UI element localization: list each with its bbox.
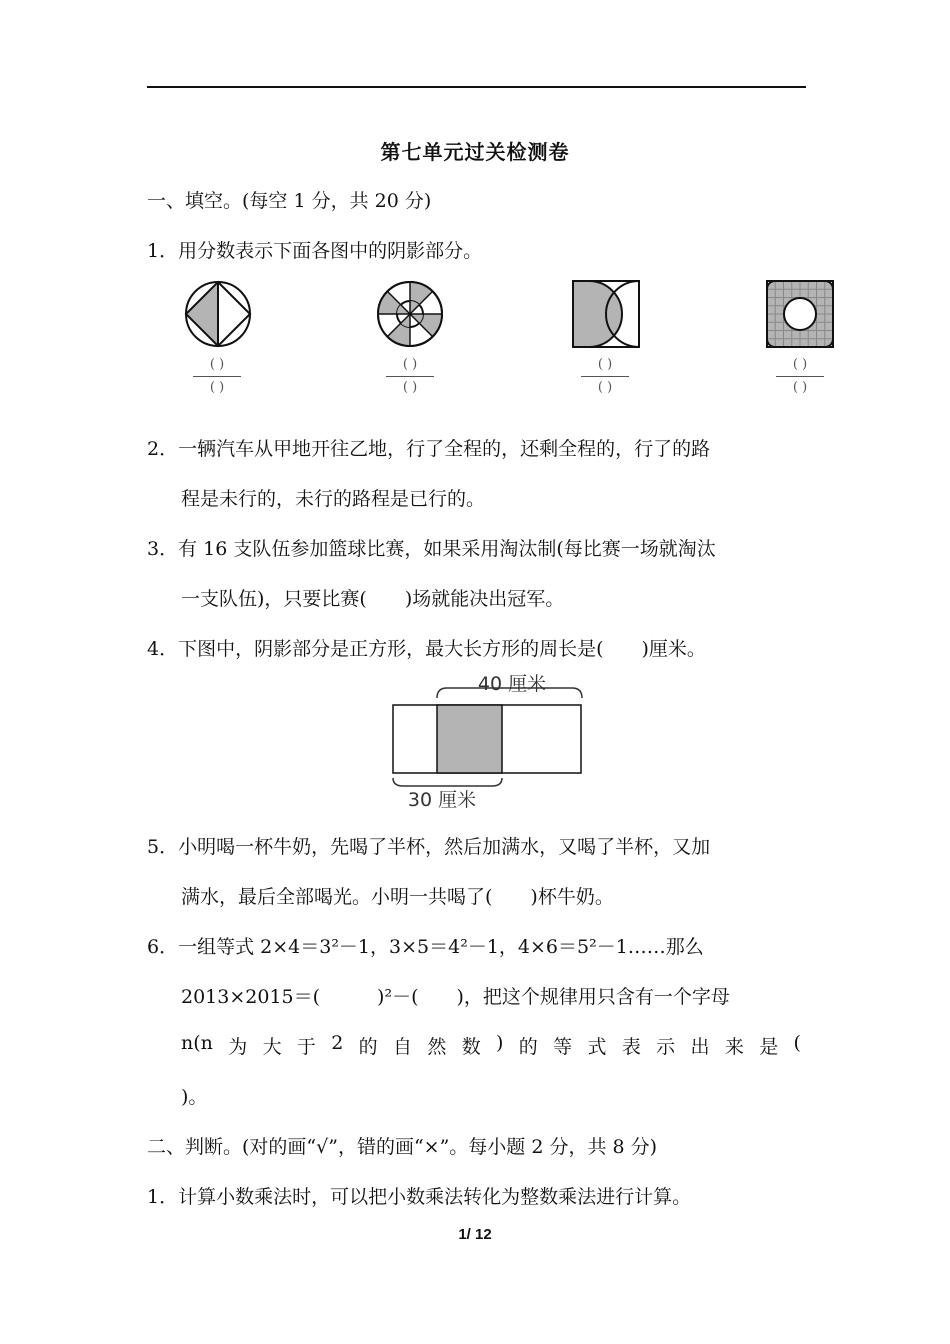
- judge-question-1: 1．计算小数乘法时，可以把小数乘法转化为整数乘法进行计算。: [147, 1186, 692, 1208]
- denominator-blank: ( ): [597, 380, 613, 395]
- top-rule: [147, 86, 806, 88]
- question-1: 1．用分数表示下面各图中的阴影部分。: [147, 240, 483, 262]
- spaced-word: (: [793, 1032, 801, 1054]
- section2-heading: 二、判断。(对的画“√”，错的画“×”。每小题 2 分，共 8 分): [147, 1136, 658, 1158]
- figure-circle-square: [184, 280, 252, 348]
- fraction-blank-3[interactable]: [581, 356, 629, 397]
- spaced-word: 大: [262, 1036, 282, 1058]
- spaced-word: ): [496, 1032, 504, 1054]
- question-6-line-4: )。: [181, 1086, 208, 1108]
- question-5-line-2: 满水，最后全部喝光。小明一共喝了( )杯牛奶。: [181, 886, 614, 908]
- rectangle-diagram: [390, 668, 590, 814]
- question-6-line-3: [181, 1032, 801, 1059]
- figure-row: [0, 280, 950, 410]
- figure-ring-sectors: [376, 280, 444, 348]
- spaced-word: 出: [690, 1036, 710, 1058]
- spaced-word: 于: [296, 1036, 316, 1058]
- top-dimension-label: 40 厘米: [477, 673, 547, 695]
- spaced-word: 来: [724, 1036, 744, 1058]
- denominator-blank: ( ): [792, 380, 808, 395]
- question-5-line-1: 5．小明喝一杯牛奶，先喝了半杯，然后加满水，又喝了半杯，又加: [147, 836, 711, 858]
- question-6-line-2: 2013×2015＝( )²－( )，把这个规律用只含有一个字母: [181, 986, 730, 1008]
- spaced-word: 的: [358, 1036, 378, 1058]
- fraction-blank-4[interactable]: [776, 356, 824, 397]
- question-3-line-1: 3．有 16 支队伍参加篮球比赛，如果采用淘汰制(每比赛一场就淘汰: [147, 538, 716, 560]
- question-6-line-1: 6．一组等式 2×4＝3²－1，3×5＝4²－1，4×6＝5²－1……那么: [147, 936, 704, 958]
- denominator-blank: ( ): [209, 380, 225, 395]
- spaced-word: 然: [427, 1036, 447, 1058]
- page-title: 第七单元过关检测卷: [380, 140, 570, 164]
- numerator-blank: ( ): [597, 357, 613, 372]
- numerator-blank: ( ): [402, 357, 418, 372]
- spaced-word: 为: [228, 1036, 248, 1058]
- spaced-word: 示: [656, 1036, 676, 1058]
- fraction-blank-2[interactable]: [386, 356, 434, 397]
- denominator-blank: ( ): [402, 380, 418, 395]
- spaced-word: 表: [621, 1036, 641, 1058]
- spaced-word: 等: [553, 1036, 573, 1058]
- bottom-dimension-label: 30 厘米: [407, 789, 477, 811]
- question-2-line-1: 2．一辆汽车从甲地开往乙地，行了全程的，还剩全程的，行了的路: [147, 438, 711, 460]
- numerator-blank: ( ): [792, 357, 808, 372]
- page-number: 1/ 12: [458, 1226, 492, 1243]
- numerator-blank: ( ): [209, 357, 225, 372]
- question-4: 4．下图中，阴影部分是正方形，最大长方形的周长是( )厘米。: [147, 638, 706, 660]
- figure-grid-circle: [766, 280, 834, 348]
- fraction-blank-1[interactable]: [193, 356, 241, 397]
- section1-heading: 一、填空。(每空 1 分，共 20 分): [147, 190, 432, 212]
- figure-square-semicircles: [572, 280, 640, 348]
- spaced-word: 2: [331, 1032, 344, 1054]
- spaced-word: 数: [461, 1036, 481, 1058]
- spaced-word: n(n: [181, 1032, 213, 1054]
- spaced-word: 自: [393, 1036, 413, 1058]
- question-2-line-2: 程是未行的，未行的路程是已行的。: [181, 488, 486, 510]
- shaded-square: [437, 705, 502, 773]
- spaced-word: 是: [759, 1036, 779, 1058]
- spaced-word: 的: [518, 1036, 538, 1058]
- question-3-line-2: 一支队伍)，只要比赛( )场就能决出冠军。: [181, 588, 565, 610]
- spaced-word: 式: [587, 1036, 607, 1058]
